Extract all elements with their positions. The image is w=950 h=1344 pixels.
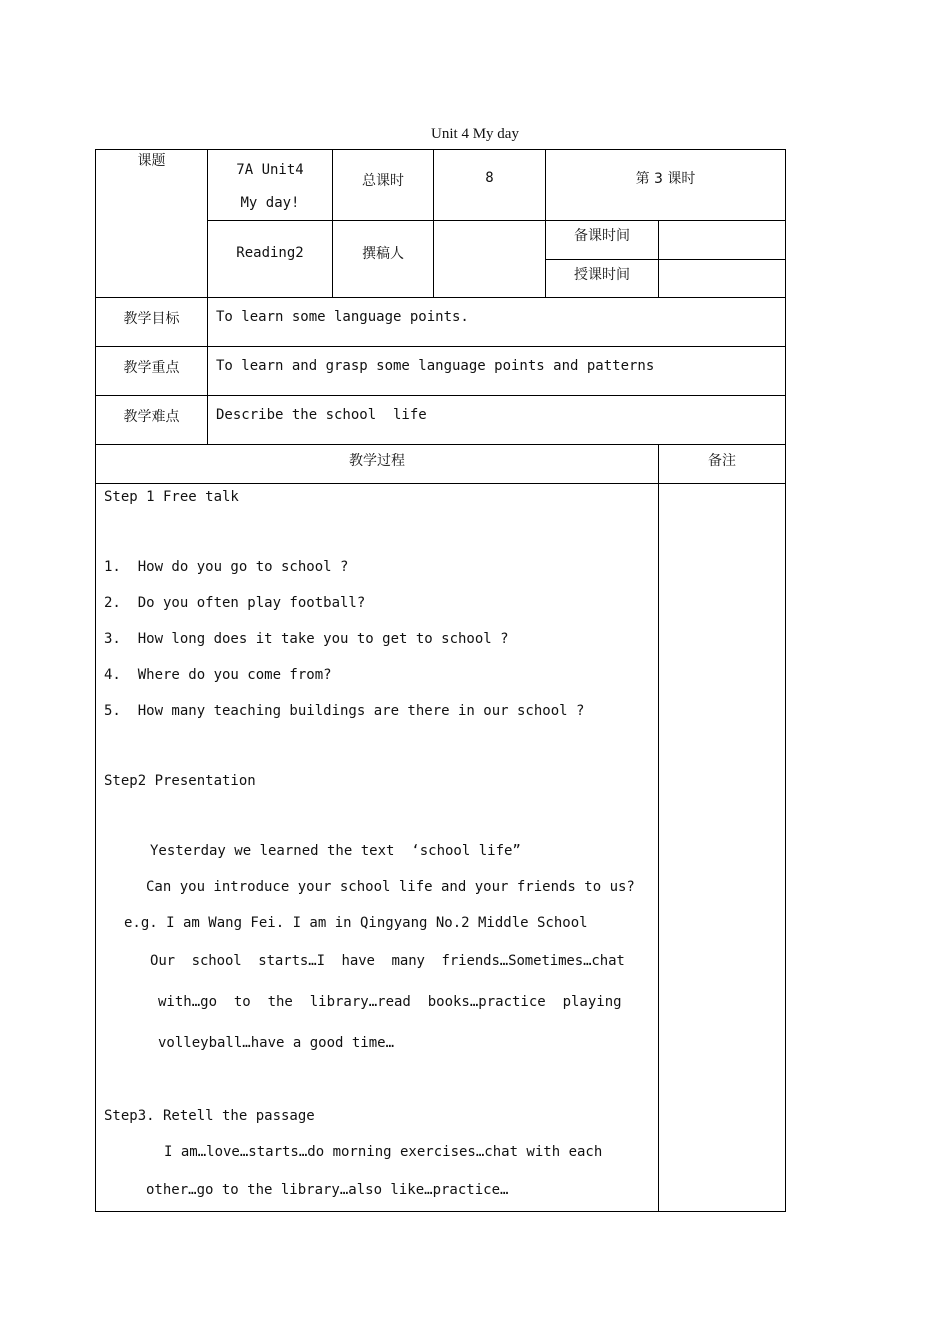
step1-title: Step 1 Free talk [104, 489, 239, 505]
notes-content [659, 484, 786, 1212]
step2-line: e.g. I am Wang Fei. I am in Qingyang No.2 Middle School [124, 915, 588, 931]
step2-line: Yesterday we learned the text ‘school life” [150, 843, 521, 859]
step2-title: Step2 Presentation [104, 773, 256, 789]
prep-time-value [659, 221, 786, 260]
teach-time-label: 授课时间 [546, 260, 659, 298]
process-header: 教学过程 [96, 445, 659, 484]
goal-label: 教学目标 [96, 298, 208, 347]
question-item: 2. Do you often play football? [104, 595, 366, 611]
notes-header: 备注 [659, 445, 786, 484]
unit-cell [208, 150, 333, 221]
step2-line: with…go to the library…read books…practice playing [158, 994, 622, 1010]
unit-line-1: 7A Unit4 [236, 162, 304, 178]
prep-time-label: 备课时间 [546, 221, 659, 260]
total-lessons-label: 总课时 [333, 150, 434, 221]
section-value: Reading2 [208, 221, 333, 298]
step3-line: I am…love…starts…do morning exercises…chat with each [164, 1144, 603, 1160]
author-label: 撰稿人 [333, 221, 434, 298]
key-value: To learn and grasp some language points and patterns [208, 347, 786, 396]
goal-value: To learn some language points. [208, 298, 786, 347]
question-item: 3. How long does it take you to get to school ? [104, 631, 509, 647]
step2-line: Can you introduce your school life and your friends to us? [146, 879, 635, 895]
question-item: 5. How many teaching buildings are there in our school ? [104, 703, 585, 719]
question-item: 1. How do you go to school ? [104, 559, 349, 575]
lesson-plan-table [95, 149, 786, 1212]
question-item: 4. Where do you come from? [104, 667, 332, 683]
step2-line: Our school starts…I have many friends…Sometimes…chat [150, 953, 625, 969]
document-title: Unit 4 My day [431, 126, 519, 142]
step3-line: other…go to the library…also like…practice… [146, 1182, 509, 1198]
difficulty-label: 教学难点 [96, 396, 208, 445]
step2-line: volleyball…have a good time… [158, 1035, 395, 1051]
teach-time-value [659, 260, 786, 298]
process-content [96, 484, 659, 1212]
key-label: 教学重点 [96, 347, 208, 396]
total-lessons-value: 8 [434, 150, 546, 221]
difficulty-value: Describe the school life [208, 396, 786, 445]
step3-title: Step3. Retell the passage [104, 1108, 315, 1124]
topic-label: 课题 [96, 150, 208, 298]
unit-line-2: My day! [240, 195, 300, 211]
author-value [434, 221, 546, 298]
lesson-number: 第 3 课时 [546, 150, 786, 221]
